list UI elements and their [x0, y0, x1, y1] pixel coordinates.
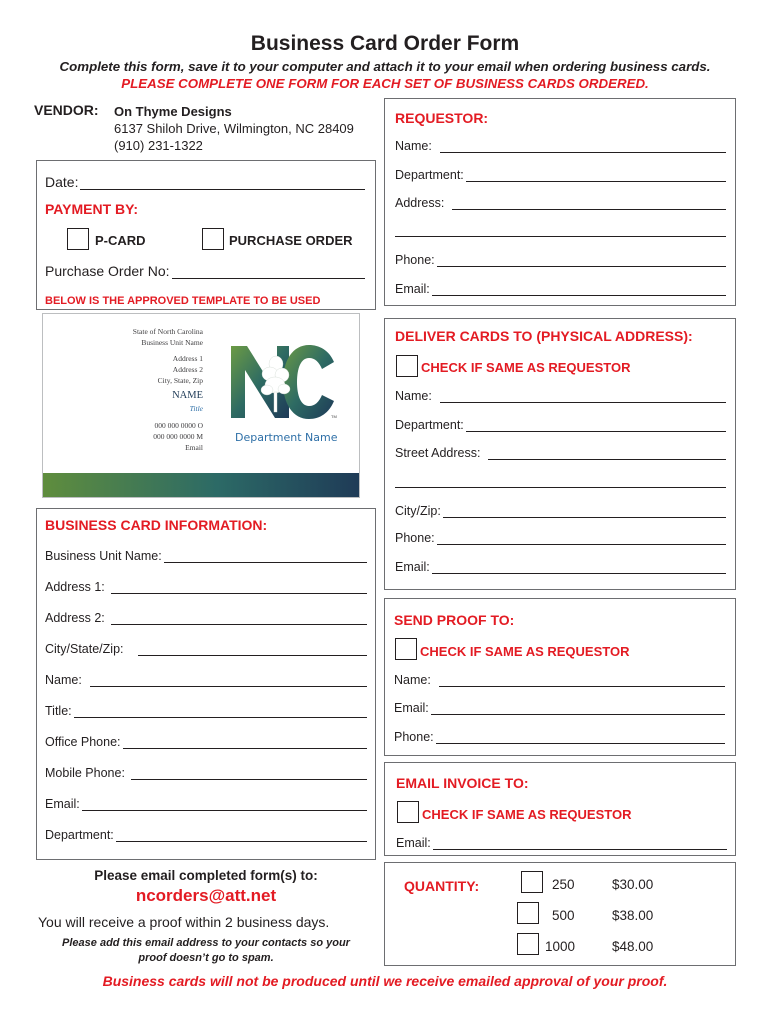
- vendor-name: On Thyme Designs: [114, 104, 232, 119]
- payment-heading: PAYMENT BY:: [45, 201, 139, 217]
- pcard-label: P-CARD: [95, 233, 146, 248]
- person-name-field[interactable]: [45, 673, 367, 687]
- requestor-name-line[interactable]: [440, 140, 726, 153]
- card-title: Title: [189, 404, 203, 413]
- purchase-order-checkbox[interactable]: [202, 228, 224, 250]
- mobile-phone-label: Mobile Phone:: [45, 766, 125, 780]
- deliver-same-checkbox[interactable]: [396, 355, 418, 377]
- deliver-heading: DELIVER CARDS TO (PHYSICAL ADDRESS):: [395, 328, 693, 344]
- card-phone-mobile: 000 000 0000 M: [153, 432, 203, 441]
- requestor-phone-line[interactable]: [437, 254, 726, 267]
- email-invoice-heading: EMAIL INVOICE TO:: [396, 775, 529, 791]
- quantity-1000-price: $48.00: [612, 939, 654, 954]
- deliver-department-field[interactable]: [395, 418, 726, 432]
- proof-phone-label: Phone:: [394, 730, 434, 744]
- purchase-order-label: PURCHASE ORDER: [229, 233, 353, 248]
- card-department: Department Name: [235, 431, 338, 444]
- business-info-heading: BUSINESS CARD INFORMATION:: [45, 517, 268, 533]
- address-2-label: Address 2:: [45, 611, 105, 625]
- invoice-email-field[interactable]: [396, 836, 727, 850]
- person-title-line[interactable]: [74, 705, 367, 718]
- mobile-phone-field[interactable]: [45, 766, 367, 780]
- quantity-500-checkbox[interactable]: [517, 902, 539, 924]
- card-city: City, State, Zip: [157, 376, 203, 385]
- proof-name-field[interactable]: [394, 673, 725, 687]
- date-field[interactable]: [45, 174, 365, 190]
- card-color-band: [43, 473, 359, 497]
- deliver-department-line[interactable]: [466, 419, 726, 432]
- requestor-email-field[interactable]: [395, 282, 726, 296]
- proof-email-field[interactable]: [394, 701, 725, 715]
- card-phone-office: 000 000 0000 O: [154, 421, 203, 430]
- person-title-field[interactable]: [45, 704, 367, 718]
- requestor-name-field[interactable]: [395, 139, 726, 153]
- city-state-zip-line[interactable]: [138, 643, 368, 656]
- requestor-name-label: Name:: [395, 139, 432, 153]
- person-email-label: Email:: [45, 797, 80, 811]
- vendor-label: VENDOR:: [34, 102, 99, 118]
- person-email-field[interactable]: [45, 797, 367, 811]
- contacts-note-2: proof doesn’t go to spam.: [138, 952, 274, 964]
- template-note: BELOW IS THE APPROVED TEMPLATE TO BE USED: [45, 295, 321, 307]
- proof-name-label: Name:: [394, 673, 431, 687]
- person-name-label: Name:: [45, 673, 82, 687]
- deliver-phone-field[interactable]: [395, 531, 726, 545]
- purchase-order-no-label: Purchase Order No:: [45, 263, 170, 279]
- deliver-street-label: Street Address:: [395, 446, 481, 460]
- person-title-label: Title:: [45, 704, 72, 718]
- proof-same-label: CHECK IF SAME AS REQUESTOR: [420, 644, 630, 659]
- office-phone-line[interactable]: [123, 736, 367, 749]
- business-unit-line[interactable]: [164, 550, 367, 563]
- city-state-zip-label: City/State/Zip:: [45, 642, 124, 656]
- address-1-label: Address 1:: [45, 580, 105, 594]
- requestor-address-line-2[interactable]: [395, 236, 726, 237]
- purchase-order-no-field[interactable]: [45, 263, 365, 279]
- person-department-line[interactable]: [116, 829, 367, 842]
- requestor-department-field[interactable]: [395, 168, 726, 182]
- vendor-phone: (910) 231-1322: [114, 138, 203, 153]
- invoice-email-label: Email:: [396, 836, 431, 850]
- card-name: NAME: [172, 390, 203, 401]
- form-title: Business Card Order Form: [250, 32, 520, 55]
- person-name-line[interactable]: [90, 674, 367, 687]
- deliver-email-label: Email:: [395, 560, 430, 574]
- email-prompt: Please email completed form(s) to:: [94, 868, 318, 883]
- pcard-checkbox[interactable]: [67, 228, 89, 250]
- business-unit-label: Business Unit Name:: [45, 549, 162, 563]
- proof-phone-line[interactable]: [436, 731, 725, 744]
- deliver-phone-line[interactable]: [437, 532, 726, 545]
- proof-email-line[interactable]: [431, 702, 725, 715]
- proof-email-label: Email:: [394, 701, 429, 715]
- deliver-email-field[interactable]: [395, 560, 726, 574]
- card-address-1: Address 1: [172, 354, 203, 363]
- contacts-note-1: Please add this email address to your contacts so your: [62, 937, 350, 949]
- requestor-address-label: Address:: [395, 196, 445, 210]
- business-card-template: [42, 313, 360, 498]
- vendor-address: 6137 Shiloh Drive, Wilmington, NC 28409: [114, 121, 354, 136]
- invoice-same-label: CHECK IF SAME AS REQUESTOR: [422, 807, 632, 822]
- proof-same-checkbox[interactable]: [395, 638, 417, 660]
- address-1-field[interactable]: [45, 580, 367, 594]
- card-tm: TM: [331, 414, 337, 419]
- requestor-email-line[interactable]: [432, 283, 726, 296]
- quantity-1000-label: 1000: [545, 939, 576, 954]
- deliver-department-label: Department:: [395, 418, 464, 432]
- card-state: State of North Carolina: [132, 327, 203, 336]
- address-1-line[interactable]: [111, 581, 367, 594]
- requestor-email-label: Email:: [395, 282, 430, 296]
- invoice-same-checkbox[interactable]: [397, 801, 419, 823]
- requestor-phone-field[interactable]: [395, 253, 726, 267]
- quantity-500-price: $38.00: [612, 908, 654, 923]
- deliver-name-field[interactable]: [395, 389, 726, 403]
- requestor-address-line[interactable]: [452, 197, 726, 210]
- person-email-line[interactable]: [82, 798, 367, 811]
- person-department-label: Department:: [45, 828, 114, 842]
- proof-turnaround-note: You will receive a proof within 2 business days.: [38, 914, 330, 930]
- requestor-department-line[interactable]: [466, 169, 726, 182]
- requestor-heading: REQUESTOR:: [395, 110, 489, 126]
- invoice-email-line[interactable]: [433, 837, 727, 850]
- quantity-250-label: 250: [552, 877, 575, 892]
- deliver-phone-label: Phone:: [395, 531, 435, 545]
- deliver-street-line[interactable]: [488, 447, 726, 460]
- deliver-cityzip-line[interactable]: [443, 505, 726, 518]
- deliver-email-line[interactable]: [432, 561, 726, 574]
- quantity-250-price: $30.00: [612, 877, 654, 892]
- requestor-department-label: Department:: [395, 168, 464, 182]
- quantity-250-checkbox[interactable]: [521, 871, 543, 893]
- mobile-phone-line[interactable]: [131, 767, 367, 780]
- send-proof-heading: SEND PROOF TO:: [394, 612, 515, 628]
- deliver-name-line[interactable]: [440, 390, 726, 403]
- order-email-link[interactable]: ncorders@att.net: [135, 886, 277, 905]
- deliver-name-label: Name:: [395, 389, 432, 403]
- business-unit-field[interactable]: [45, 549, 367, 563]
- proof-name-line[interactable]: [439, 674, 725, 687]
- date-label: Date:: [45, 174, 79, 190]
- requestor-address-field[interactable]: [395, 196, 726, 210]
- requestor-phone-label: Phone:: [395, 253, 435, 267]
- nc-logo: [229, 342, 339, 422]
- nc-logo-graphic: [229, 342, 339, 422]
- quantity-heading: QUANTITY:: [404, 878, 480, 894]
- card-business-unit: Business Unit Name: [141, 338, 203, 347]
- proof-phone-field[interactable]: [394, 730, 725, 744]
- deliver-cityzip-label: City/Zip:: [395, 504, 441, 518]
- purchase-order-no-line[interactable]: [172, 266, 366, 279]
- deliver-cityzip-field[interactable]: [395, 504, 726, 518]
- date-line[interactable]: [80, 177, 365, 190]
- approval-note: Business cards will not be produced until we receive emailed approval of your proof.: [102, 973, 668, 989]
- card-address-2: Address 2: [172, 365, 203, 374]
- card-email: Email: [185, 443, 203, 452]
- instructions: Complete this form, save it to your computer and attach it to your email when ordering business cards.: [59, 59, 711, 74]
- quantity-1000-checkbox[interactable]: [517, 933, 539, 955]
- address-2-field[interactable]: [45, 611, 367, 625]
- deliver-street-field[interactable]: [395, 446, 726, 460]
- person-department-field[interactable]: [45, 828, 367, 842]
- quantity-500-label: 500: [552, 908, 575, 923]
- instructions-warning: PLEASE COMPLETE ONE FORM FOR EACH SET OF BUSINESS CARDS ORDERED.: [121, 76, 649, 91]
- office-phone-label: Office Phone:: [45, 735, 121, 749]
- deliver-same-label: CHECK IF SAME AS REQUESTOR: [421, 360, 631, 375]
- office-phone-field[interactable]: [45, 735, 367, 749]
- address-2-line[interactable]: [111, 612, 367, 625]
- deliver-street-line-2[interactable]: [395, 487, 726, 488]
- city-state-zip-field[interactable]: [45, 642, 367, 656]
